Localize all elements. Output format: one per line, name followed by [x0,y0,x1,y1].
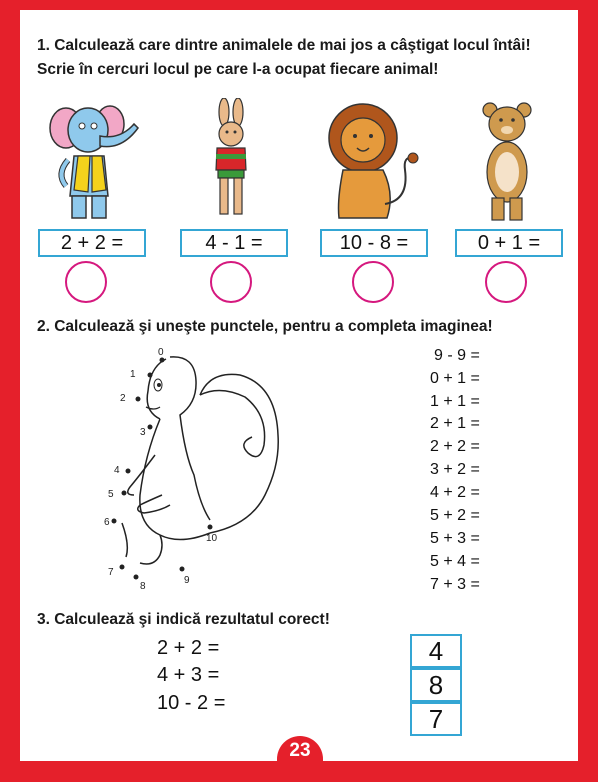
dot-equation-6: 4 + 2 = [430,484,480,501]
page-number: 23 [277,736,323,768]
select-equation-2: 10 - 2 = [157,692,226,714]
dot-label-4: 4 [114,465,120,476]
dot-label-3: 3 [140,427,146,438]
section1-heading-line1: 1. Calculează care dintre animalele de mai jos a câştigat locul întâi! [37,37,531,54]
bear-icon [480,100,536,224]
dot-label-1: 1 [130,369,136,380]
section3-heading: 3. Calculează şi indică rezultatul corect! [37,611,330,628]
answer-circle-lion[interactable] [352,261,394,303]
squirrel-dot-to-dot [100,345,310,590]
answer-option-0[interactable]: 4 [410,634,462,668]
rabbit-icon [208,98,254,224]
select-equation-0: 2 + 2 = [157,637,220,659]
dot-4[interactable] [126,469,131,474]
dot-equation-1: 0 + 1 = [430,370,480,387]
dot-label-6: 6 [104,517,110,528]
dot-2[interactable] [136,397,141,402]
answer-circle-bear[interactable] [485,261,527,303]
dot-equation-9: 5 + 4 = [430,553,480,570]
dot-1[interactable] [148,373,153,378]
equation-box-bear: 0 + 1 = [455,229,563,257]
dot-8[interactable] [134,575,139,580]
dot-equation-8: 5 + 3 = [430,530,480,547]
answer-option-1[interactable]: 8 [410,668,462,702]
dot-10[interactable] [208,525,213,530]
section2-heading: 2. Calculează şi uneşte punctele, pentru a completa imaginea! [37,318,493,335]
dot-label-5: 5 [108,489,114,500]
answer-circle-elephant[interactable] [65,261,107,303]
dot-label-2: 2 [120,393,126,404]
dot-label-0: 0 [158,347,164,358]
answer-option-2[interactable]: 7 [410,702,462,736]
equation-box-lion: 10 - 8 = [320,229,428,257]
section1-heading-line2: Scrie în cercuri locul pe care l-a ocupat fiecare animal! [37,61,439,78]
dot-9[interactable] [180,567,185,572]
dot-equation-0: 9 - 9 = [434,347,480,364]
dot-0[interactable] [160,358,165,363]
dot-5[interactable] [122,491,127,496]
dot-3[interactable] [148,425,153,430]
dot-label-10: 10 [206,533,218,544]
dot-7[interactable] [120,565,125,570]
dot-equation-10: 7 + 3 = [430,576,480,593]
dot-label-9: 9 [184,575,190,586]
dot-6[interactable] [112,519,117,524]
dot-equation-7: 5 + 2 = [430,507,480,524]
elephant-icon [48,100,140,224]
lion-icon [325,100,425,224]
answer-circle-rabbit[interactable] [210,261,252,303]
equation-box-elephant: 2 + 2 = [38,229,146,257]
dot-label-7: 7 [108,567,114,578]
dot-label-8: 8 [140,581,146,590]
equation-box-rabbit: 4 - 1 = [180,229,288,257]
dot-equation-5: 3 + 2 = [430,461,480,478]
dot-equation-3: 2 + 1 = [430,415,480,432]
select-equation-1: 4 + 3 = [157,664,220,686]
dot-equation-2: 1 + 1 = [430,393,480,410]
dot-equation-4: 2 + 2 = [430,438,480,455]
